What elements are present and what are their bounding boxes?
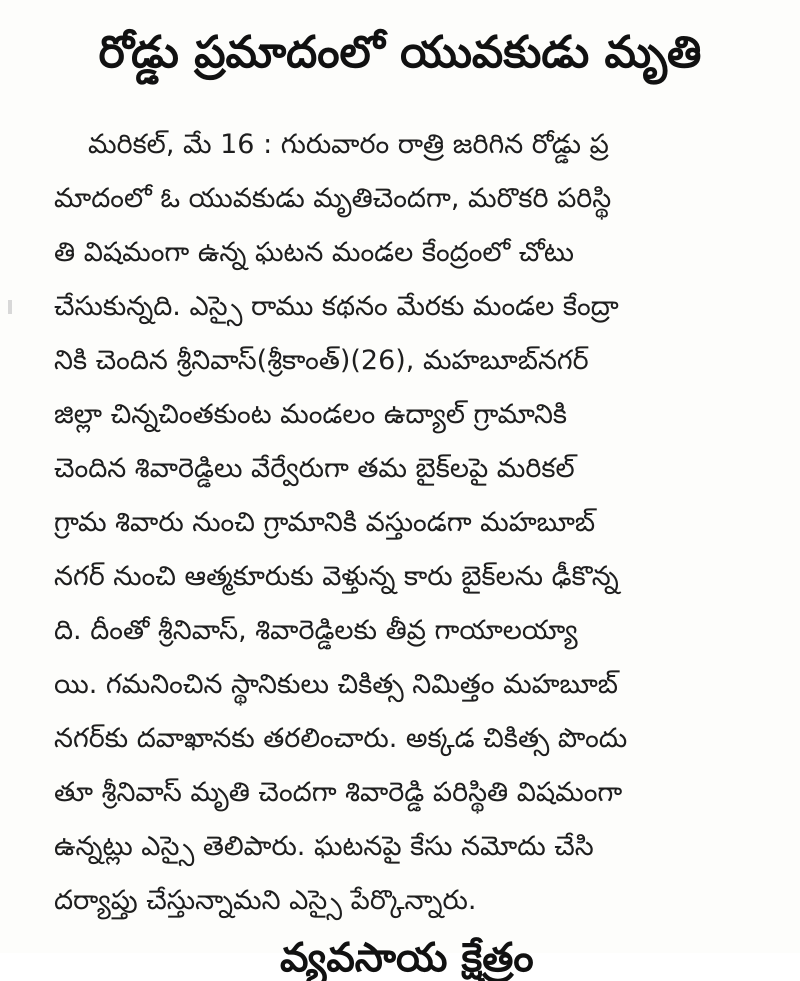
article-line: తి విషమంగా ఉన్న ఘటన మండల కేంద్రంలో చోటు bbox=[54, 237, 575, 268]
article-line: చేసుకున్నది. ఎస్సై రాము కథనం మేరకు మండల కేంద్రా bbox=[54, 291, 619, 322]
article-headline: రోడ్డు ప్రమాదంలో యువకుడు మృతి bbox=[98, 27, 702, 78]
scan-edge-mark bbox=[8, 300, 12, 314]
next-article-headline-cutoff bbox=[280, 930, 540, 981]
article-line: మరికల్, మే 16 : గురువారం రాత్రి జరిగిన రోడ్డు ప్ర bbox=[88, 129, 609, 160]
article-line: మాదంలో ఓ యువకుడు మృతిచెందగా, మరొకరి పరిస్థి bbox=[54, 183, 612, 214]
article-line: చెందిన శివారెడ్డిలు వేర్వేరుగా తమ బైక్‌లపై మరికల్ bbox=[54, 453, 575, 484]
article-body bbox=[54, 118, 770, 928]
article-line: ది. దీంతో శ్రీనివాస్, శివారెడ్డిలకు తీవ్ర గాయాలయ్యా bbox=[54, 615, 578, 646]
article-line: యి. గమనించిన స్థానికులు చికిత్స నిమిత్తం మహబూబ్ bbox=[54, 669, 619, 700]
article-line: జిల్లా చిన్నచింతకుంట మండలం ఉద్యాల్ గ్రామానికి bbox=[54, 399, 568, 430]
article-line: నికి చెందిన శ్రీనివాస్(శ్రీకాంత్)(26), మహబూబ్‌నగర్ bbox=[54, 345, 589, 376]
article-line: నగర్ నుంచి ఆత్మకూరుకు వెళ్తున్న కారు బైక్‌లను ఢీకొన్న bbox=[54, 561, 619, 592]
article-line: దర్యాప్తు చేస్తున్నామని ఎస్సై పేర్కొన్నారు. bbox=[54, 885, 477, 916]
next-article-headline: వ్యవసాయ క్షేత్రం bbox=[280, 935, 534, 981]
article-line: గ్రామ శివారు నుంచి గ్రామానికి వస్తుండగా మహబూబ్ bbox=[54, 507, 596, 538]
article-line: తూ శ్రీనివాస్ మృతి చెందగా శివారెడ్డి పరిస్థితి విషమంగా bbox=[54, 777, 623, 808]
article-line: ఉన్నట్లు ఎస్సై తెలిపారు. ఘటనపై కేసు నమోదు చేసి bbox=[54, 831, 594, 862]
article-line: నగర్‌కు దవాఖానకు తరలించారు. అక్కడ చికిత్స పొందు bbox=[54, 723, 628, 754]
